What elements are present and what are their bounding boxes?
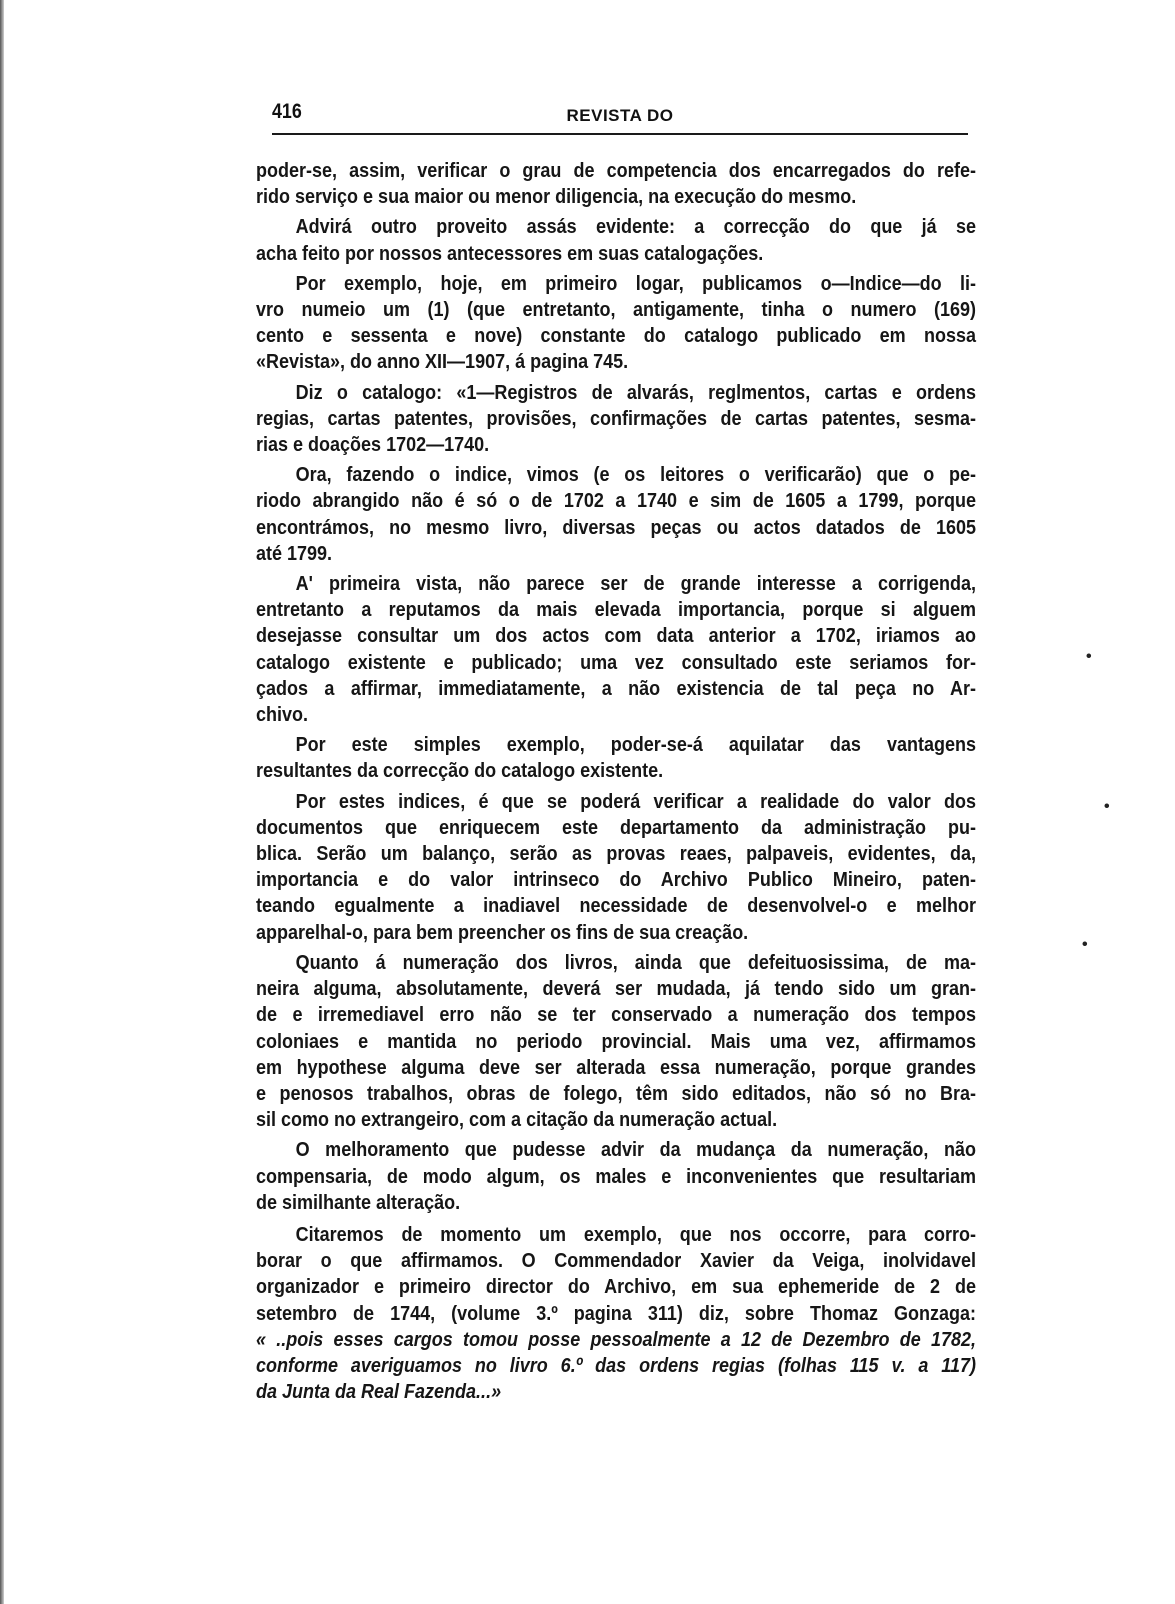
text-line: acha feito por nossos antecessores em suas catalogações. [256, 242, 764, 265]
text-line: poder-se, assim, verificar o grau de competencia dos encarregados do refe- [256, 160, 976, 182]
text-line: em hypothese alguma deve ser alterada essa numeração, porque grandes [256, 1056, 976, 1079]
paragraph [256, 158, 976, 210]
running-title: REVISTA DO [566, 106, 674, 125]
text-line: conforme averiguamos no livro 6.º das ordens regias (folhas 115 v. a 117) [256, 1354, 976, 1377]
text-line: sil como no extrangeiro, com a citação da numeração actual. [256, 1109, 778, 1132]
text-line: Ora, fazendo o indice, vimos (e os leitores o verificarão) que o pe- [295, 464, 977, 487]
page-header [272, 98, 968, 132]
text-line: rido serviço e sua maior ou menor diligencia, na execução do mesmo. [256, 186, 857, 209]
header-rule [272, 130, 968, 135]
text-line: documentos que enriquecem este departamento da administração pu- [256, 816, 976, 839]
text-line: organizador e primeiro director do Archivo, em sua ephemeride de 2 de [256, 1276, 976, 1299]
text-line: teando egualmente a inadiavel necessidade de desenvolvel-o e melhor [256, 895, 976, 918]
text-line: Quanto á numeração dos livros, ainda que defeituosissima, de ma- [295, 951, 977, 974]
text-line: encontrámos, no mesmo livro, diversas peças ou actos datados de 1605 [256, 516, 976, 539]
page-number: 416 [272, 100, 302, 123]
text-line: çados a affirmar, immediatamente, a não existencia de tal peça no Ar- [256, 677, 976, 700]
text-line: desejasse consultar um dos actos com data anterior a 1702, iriamos ao [256, 625, 976, 648]
text-line: Por este simples exemplo, poder-se-á aquilatar das vantagens [295, 734, 977, 757]
text-line: Por exemplo, hoje, em primeiro logar, publicamos o—Indice—do li- [295, 272, 977, 295]
text-line: neira alguma, absolutamente, deverá ser mudada, já tendo sido um gran- [256, 978, 976, 1001]
text-line: até 1799. [256, 542, 333, 565]
text-line: resultantes da correcção do catalogo existente. [256, 760, 664, 783]
paragraph [256, 1137, 976, 1216]
text-line: cento e sessenta e nove) constante do catalogo publicado em nossa [256, 325, 976, 348]
text-line: de e irremediavel erro não se ter conservado a numeração dos tempos [256, 1004, 976, 1027]
text-line: compensaria, de modo algum, os males e inconvenientes que resultariam [256, 1165, 976, 1188]
text-line: coloniaes e mantida no periodo provincial. Mais uma vez, affirmamos [256, 1030, 976, 1053]
paragraph [256, 732, 976, 784]
text-line: Advirá outro proveito assás evidente: a correcção do que já se [295, 216, 977, 239]
text-line: Citaremos de momento um exemplo, que nos occorre, para corro- [295, 1223, 977, 1246]
paragraph [256, 462, 976, 567]
text-line: catalogo existente e publicado; uma vez consultado este seriamos for- [256, 651, 976, 674]
paragraph [256, 214, 976, 266]
text-line: chivo. [256, 704, 309, 727]
text-line: «Revista», do anno XII—1907, á pagina 745. [256, 351, 629, 374]
margin-mark: • [1082, 936, 1088, 953]
paragraph [256, 789, 976, 946]
paragraph [256, 271, 976, 376]
text-line: importancia e do valor intrinseco do Archivo Publico Mineiro, paten- [256, 869, 976, 892]
text-line: riodo abrangido não é só o de 1702 a 1740 e sim de 1605 a 1799, porque [256, 490, 976, 513]
paragraph [256, 380, 976, 459]
text-line: apparelhal-o, para bem preencher os fins de sua creação. [256, 921, 749, 944]
text-line: regias, cartas patentes, provisões, confirmações de cartas patentes, sesma- [256, 407, 976, 430]
paragraph [256, 571, 976, 728]
body-text [256, 158, 976, 1405]
margin-mark: • [1104, 798, 1110, 815]
text-line: vro numeio um (1) (que entretanto, antigamente, tinha o numero (169) [256, 299, 976, 322]
paragraph [256, 1222, 976, 1405]
text-line: rias e doações 1702—1740. [256, 434, 490, 457]
text-line: e penosos trabalhos, obras de folego, têm sido editados, não só no Bra- [256, 1082, 976, 1105]
text-line: da Junta da Real Fazenda...» [256, 1381, 502, 1404]
text-line: Por estes indices, é que se poderá verificar a realidade do valor dos [295, 790, 977, 813]
text-line: « ..pois esses cargos tomou posse pessoalmente a 12 de Dezembro de 1782, [256, 1328, 976, 1351]
page-binding-edge [0, 0, 4, 1604]
text-line: A' primeira vista, não parece ser de grande interesse a corrigenda, [295, 573, 977, 596]
text-line: setembro de 1744, (volume 3.º pagina 311) diz, sobre Thomaz Gonzaga: [256, 1302, 976, 1325]
text-line: de similhante alteração. [256, 1191, 461, 1214]
text-line: O melhoramento que pudesse advir da mudança da numeração, não [295, 1139, 977, 1162]
paragraph [256, 950, 976, 1133]
text-line: borar o que affirmamos. O Commendador Xavier da Veiga, inolvidavel [256, 1250, 976, 1273]
text-line: Diz o catalogo: «1—Registros de alvarás, reglmentos, cartas e ordens [295, 381, 977, 404]
margin-mark: • [1086, 648, 1092, 665]
text-line: entretanto a reputamos da mais elevada importancia, porque si alguem [256, 599, 976, 622]
text-line: blica. Serão um balanço, serão as provas reaes, palpaveis, evidentes, da, [256, 843, 976, 866]
